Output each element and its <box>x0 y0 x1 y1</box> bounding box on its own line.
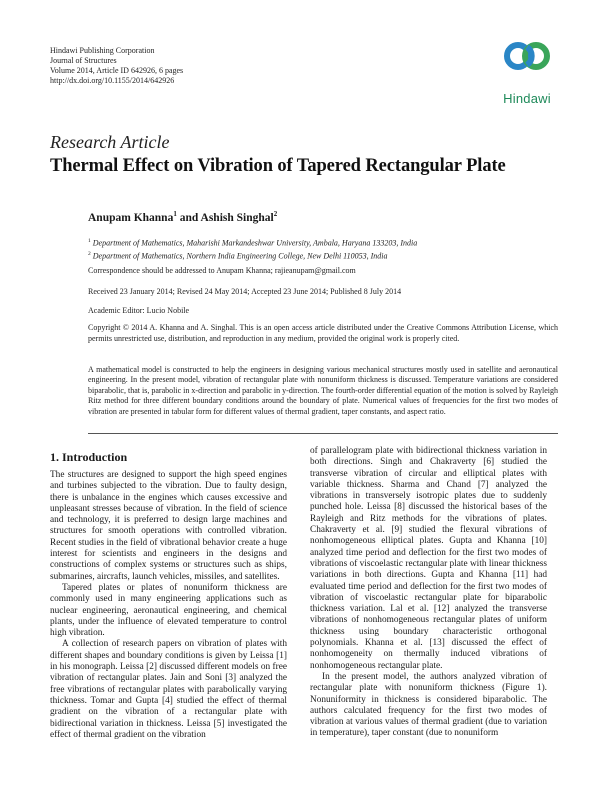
left-column <box>50 470 287 741</box>
affiliations <box>88 236 558 262</box>
paragraph: Tapered plates or plates of nonuniform thickness are commonly used in many engineering applications such as nuclear engineering, aeronautical engineering, and chemical plants, under the influence of elevated temperature to control high vibration. <box>50 582 287 639</box>
affiliation-1 <box>88 236 558 249</box>
hindawi-logo <box>496 38 558 108</box>
paragraph: The structures are designed to support the high speed engines and turbines subjected to the vibration. Due to faulty design, there is unbalance in the engines which causes excessive and unpleasant stresses because of vibration. In the field of science and technology, it is preferred to design large machines and structures for smooth operations with controlled vibration. Recent studies in the field of vibrational behavior create a huge interest for scientists and engineers in the designs and constructions of complex systems or structures such as ships, submarines, aircrafts, launch vehicles, missiles, and satellites. <box>50 470 287 582</box>
author-list <box>88 210 277 224</box>
paragraph: A collection of research papers on vibration of plates with different shapes and boundary conditions is given by Leissa [1] in his monograph. Leissa [2] discussed different models on free vibration of rectangular plates. Jain and Soni [3] analyzed the free vibrations of rectangular plates with parabolically varying thickness. Tomar and Gupta [4] studied the effect of thermal gradient on the vibration of a rectangular plate with bidirectional variation in thickness. Leissa [5] investigated the effect of thermal gradient on the vibration <box>50 639 287 740</box>
affiliation-2-sup: 2 <box>88 251 91 258</box>
volume-info: Volume 2014, Article ID 642926, 6 pages <box>50 66 184 75</box>
dates: Received 23 January 2014; Revised 24 May 2014; Accepted 23 June 2014; Published 8 July 2014 <box>88 287 402 296</box>
doi-link[interactable]: http://dx.doi.org/10.1155/2014/642926 <box>50 76 175 85</box>
divider <box>88 433 558 434</box>
author-and: and <box>176 211 201 224</box>
author-2: Ashish Singhal <box>200 211 274 224</box>
article-type: Research Article <box>50 132 170 152</box>
author-2-sup: 2 <box>273 210 278 218</box>
paragraph: of parallelogram plate with bidirectional thickness variation in both directions. Singh and Chakraverty [6] studied the transverse vibration of circular and elliptical plates with variable thickness. Sharma and Chand [7] analyzed the vibrations in transversely isotropic plates due to suddenly punched hole. Leissa [8] discussed the historical bases of the Rayleigh and Ritz methods for the vibrations of plates. Chakraverty et al. [9] studied the flexural vibrations of nonhomogeneous elliptical plates. Gupta and Khanna [10] analyzed time period and deflection for the first two modes of vibrations of viscoelastic rectangular plate with linear thickness variations in both directions. Gupta and Khanna [11] had evaluated time period and deflection for the first two modes of vibration of viscoelastic rectangular plate for biparabolic thickness variation. Lal et al. [12] analyzed the transverse vibrations of nonhomogeneous rectangular plates of uniform thickness using boundary characteristic orthogonal polynomials. Khanna et al. [13] discussed the effect of nonhomogeneity on thermally induced vibrations of nonhomogeneous rectangular plate. <box>310 446 547 671</box>
hindawi-logo-text: Hindawi <box>503 91 551 106</box>
author-1-sup: 1 <box>173 210 177 218</box>
right-column <box>310 446 547 740</box>
correspondence: Correspondence should be addressed to Anupam Khanna; rajieanupam@gmail.com <box>88 266 356 275</box>
affiliation-2-text: Department of Mathematics, Northern India Engineering College, New Delhi 110053, India <box>92 251 388 261</box>
paper-title: Thermal Effect on Vibration of Tapered Rectangular Plate <box>50 156 506 176</box>
publisher-name: Hindawi Publishing Corporation <box>50 46 155 55</box>
paragraph: In the present model, the authors analyzed vibration of rectangular plate with nonuniform thickness (Figure 1). Nonuniformity in thickness is considered biparabolic. The authors calculated frequency for the first two modes of vibration at various values of thermal gradient (due to variation in temperature), taper constant (due to nonuniform <box>310 671 547 739</box>
affiliation-1-text: Department of Mathematics, Maharishi Markandeshwar University, Ambala, Haryana 133203, India <box>92 238 418 248</box>
hindawi-logo-icon <box>496 38 558 88</box>
abstract: A mathematical model is constructed to help the engineers in designing various mechanical structures mostly used in satellite and aeronautical engineering. In the present model, vibration of rectangular plate with nonuniform thickness is discussed. Temperature variations are considered biparabolic, that is, parabolic in x-direction and parabolic in y-direction. The fourth-order differential equation of the motion is solved by Rayleigh Ritz method for three different boundary conditions around the boundary of plate. Numerical values of frequencies for the first two modes of vibration are presented in tabular form for different values of thermal gradient, taper constants, and aspect ratio. <box>88 365 558 416</box>
affiliation-2 <box>88 249 558 262</box>
copyright: Copyright © 2014 A. Khanna and A. Singhal. This is an open access article distributed under the Creative Commons Attribution License, which permits unrestricted use, distribution, and reproduction in any medium, provided the original work is properly cited. <box>88 323 558 343</box>
journal-header <box>50 46 183 86</box>
affiliation-1-sup: 1 <box>88 238 91 244</box>
journal-name: Journal of Structures <box>50 56 117 65</box>
academic-editor: Academic Editor: Lucio Nobile <box>88 306 190 315</box>
section-heading: 1. Introduction <box>50 450 128 464</box>
author-1: Anupam Khanna <box>88 211 174 224</box>
